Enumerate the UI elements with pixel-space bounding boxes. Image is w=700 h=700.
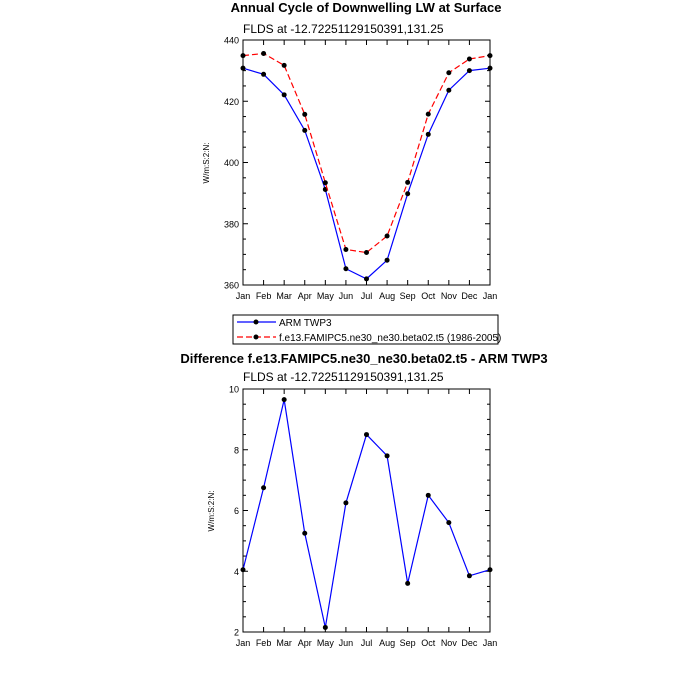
data-point	[467, 68, 472, 73]
x-tick-label: Jan	[482, 638, 498, 648]
x-tick-label: Jun	[338, 638, 354, 648]
data-point	[446, 70, 451, 75]
plot-frame	[243, 389, 490, 632]
data-point	[241, 567, 246, 572]
x-tick-label: Jan	[235, 291, 251, 301]
data-point	[385, 258, 390, 263]
plot-frame	[243, 40, 490, 285]
data-point	[323, 180, 328, 185]
data-point	[364, 276, 369, 281]
data-point	[405, 191, 410, 196]
chart1-series-group	[241, 51, 493, 281]
chart1-title: Annual Cycle of Downwelling LW at Surface	[230, 0, 502, 15]
data-point	[261, 51, 266, 56]
data-point	[261, 485, 266, 490]
data-point	[282, 92, 287, 97]
data-point	[405, 180, 410, 185]
x-tick-label: Jan	[482, 291, 498, 301]
x-tick-label: Jan	[235, 638, 251, 648]
series-line-1	[243, 68, 490, 279]
data-point	[488, 567, 493, 572]
y-tick-label: 8	[233, 445, 239, 456]
annual-cycle-panel	[202, 0, 501, 344]
x-tick-label: May	[316, 638, 334, 648]
x-tick-label: Aug	[379, 638, 396, 648]
data-point	[323, 625, 328, 630]
legend-marker-arm	[254, 320, 259, 325]
chart2-ylabel: W/m:S:2:N:	[207, 490, 216, 532]
chart1-subtitle: FLDS at -12.72251129150391,131.25	[243, 22, 444, 36]
x-tick-label: Mar	[276, 291, 292, 301]
data-point	[467, 573, 472, 578]
chart2-title: Difference f.e13.FAMIPC5.ne30_ne30.beta02.t5 - ARM TWP3	[180, 351, 548, 366]
data-point	[405, 581, 410, 586]
x-tick-label: Oct	[421, 638, 436, 648]
data-point	[364, 250, 369, 255]
series-line-2	[243, 53, 490, 252]
data-point	[385, 453, 390, 458]
data-point	[343, 247, 348, 252]
chart2-series-group	[241, 397, 493, 630]
data-point	[426, 493, 431, 498]
x-tick-label: May	[316, 291, 334, 301]
y-tick-label: 400	[223, 158, 239, 168]
y-tick-label: 2	[233, 627, 239, 638]
legend-label-arm: ARM TWP3	[279, 318, 332, 329]
x-tick-label: Jul	[360, 638, 373, 648]
data-point	[446, 520, 451, 525]
x-tick-label: Feb	[255, 638, 272, 648]
y-tick-label: 440	[223, 35, 239, 46]
chart1-ylabel: W/m:S:2:N:	[202, 142, 211, 184]
data-point	[302, 531, 307, 536]
data-point	[241, 66, 246, 71]
difference-panel	[180, 351, 547, 648]
data-point	[261, 72, 266, 77]
data-point	[446, 88, 451, 93]
legend-label-model: f.e13.FAMIPC5.ne30_ne30.beta02.t5 (1986-2005)	[279, 333, 502, 344]
data-point	[241, 53, 246, 58]
x-tick-label: Feb	[255, 291, 272, 301]
y-tick-label: 4	[233, 566, 239, 577]
data-point	[282, 63, 287, 68]
y-tick-label: 380	[223, 219, 239, 230]
data-point	[343, 500, 348, 505]
data-point	[426, 132, 431, 137]
x-tick-label: Aug	[379, 291, 396, 301]
data-point	[364, 432, 369, 437]
x-tick-label: Jul	[360, 291, 373, 301]
data-point	[302, 112, 307, 117]
x-tick-label: Nov	[440, 291, 457, 301]
data-point	[488, 53, 493, 58]
x-tick-label: Sep	[399, 638, 416, 648]
y-tick-label: 10	[228, 384, 239, 395]
data-point	[488, 66, 493, 71]
chart2-axes	[229, 385, 497, 649]
x-tick-label: Dec	[461, 638, 478, 648]
data-point	[467, 56, 472, 61]
y-tick-label: 420	[223, 96, 239, 107]
data-point	[282, 397, 287, 402]
x-tick-label: Sep	[399, 291, 416, 301]
legend-marker-model	[254, 335, 259, 340]
y-tick-label: 360	[223, 280, 239, 291]
chart2-subtitle: FLDS at -12.72251129150391,131.25	[243, 370, 444, 384]
x-tick-label: Oct	[421, 291, 436, 301]
data-point	[302, 128, 307, 133]
data-point	[385, 234, 390, 239]
y-tick-label: 6	[233, 506, 239, 516]
chart1-legend	[233, 315, 501, 344]
x-tick-label: Nov	[440, 638, 457, 648]
x-tick-label: Jun	[338, 291, 354, 301]
x-tick-label: Apr	[297, 291, 312, 301]
x-tick-label: Dec	[461, 291, 478, 301]
x-tick-label: Apr	[297, 638, 312, 648]
data-point	[426, 112, 431, 117]
data-point	[343, 266, 348, 271]
x-tick-label: Mar	[276, 638, 292, 648]
